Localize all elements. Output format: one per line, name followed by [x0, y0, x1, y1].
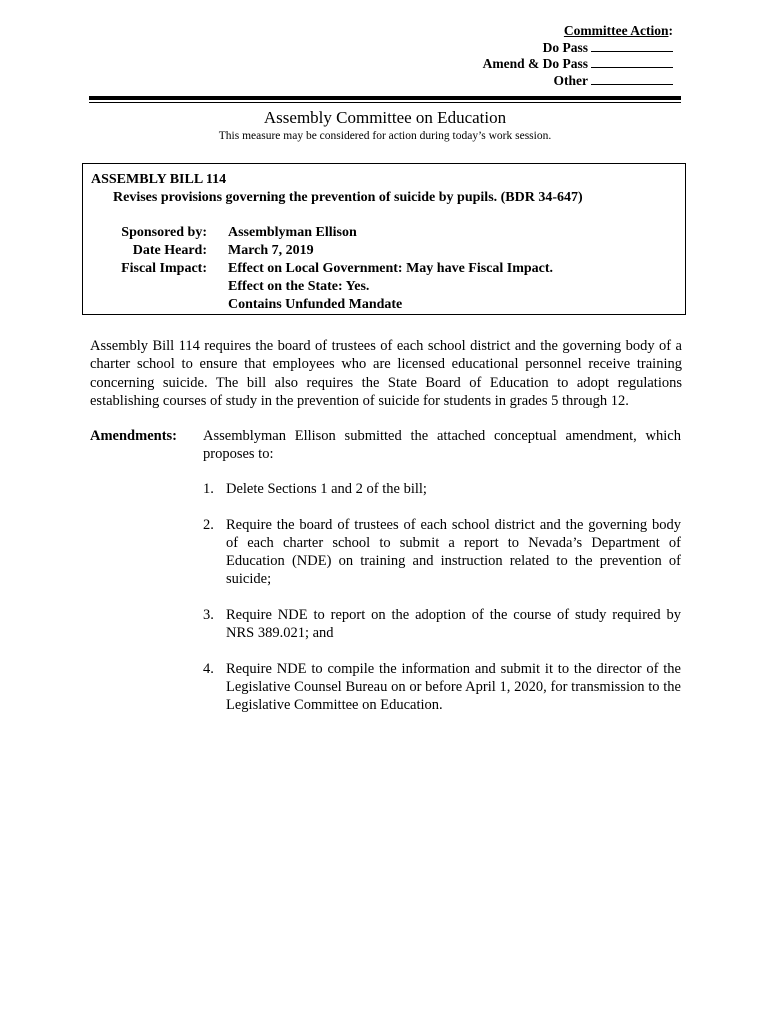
sponsored-by-row — [91, 224, 681, 242]
committee-action-title: Committee Action: — [563, 23, 673, 38]
committee-action-block — [483, 23, 673, 89]
session-note: This measure may be considered for action during today’s work session. — [218, 130, 552, 142]
fiscal-impact-state: Effect on the State: Yes. — [228, 279, 370, 294]
amend-do-pass-blank — [591, 56, 673, 68]
amend-do-pass-row: Amend & Do Pass — [483, 56, 673, 73]
bill-description: Revises provisions governing the prevention of suicide by pupils. (BDR 34-647) — [113, 190, 583, 205]
fiscal-impact-row-3 — [91, 296, 681, 314]
fiscal-impact-row — [91, 260, 681, 278]
list-item-number: 4. — [203, 661, 214, 677]
bill-summary-box — [82, 163, 686, 315]
fiscal-impact-local: Effect on Local Government: May have Fiscal Impact. — [228, 261, 554, 276]
fiscal-impact-mandate: Contains Unfunded Mandate — [228, 297, 403, 312]
header-rule-thick — [89, 96, 681, 100]
sponsored-by-value: Assemblyman Ellison — [228, 225, 357, 240]
amendments-list — [203, 480, 681, 732]
amendments-label: Amendments: — [90, 428, 177, 444]
bill-metadata — [91, 224, 681, 314]
other-row: Other — [483, 73, 673, 90]
do-pass-row: Do Pass — [483, 40, 673, 57]
list-item-number: 2. — [203, 517, 214, 533]
sponsored-by-label: Sponsored by: — [121, 225, 207, 240]
committee-title: Assembly Committee on Education — [263, 108, 507, 127]
date-heard-row — [91, 242, 681, 260]
date-heard-value: March 7, 2019 — [228, 243, 314, 258]
fiscal-impact-label: Fiscal Impact: — [121, 261, 207, 276]
list-item-text: Require NDE to report on the adoption of the course of study required by NRS 389.021; and — [226, 607, 681, 641]
fiscal-impact-row-2 — [91, 278, 681, 296]
other-blank — [591, 73, 673, 85]
do-pass-blank — [591, 40, 673, 52]
list-item-text: Delete Sections 1 and 2 of the bill; — [226, 481, 427, 497]
list-item — [203, 660, 681, 714]
header-rule-thin — [89, 102, 681, 103]
date-heard-label: Date Heard: — [132, 243, 207, 258]
list-item-text: Require NDE to compile the information and submit it to the director of the Legislative Counsel Bureau on or before April 1, 2020, for transmission to the Legislative Committee on Education. — [226, 661, 681, 713]
list-item — [203, 606, 681, 642]
bill-summary-paragraph: Assembly Bill 114 requires the board of trustees of each school district and the governing body of a charter school to ensure that employees who are licensed educational personnel receive training concerning suicide. The bill also requires the State Board of Education to adopt regulations establishing courses of study in the prevention of suicide for students in grades 5 through 12. — [90, 338, 682, 409]
list-item-number: 1. — [203, 481, 214, 497]
list-item — [203, 480, 681, 498]
list-item — [203, 516, 681, 588]
list-item-number: 3. — [203, 607, 214, 623]
bill-number: ASSEMBLY BILL 114 — [91, 172, 227, 187]
list-item-text: Require the board of trustees of each school district and the governing body of each charter school to submit a report to Nevada’s Department of Education (NDE) on training and instruction related to the prevention of suicide; — [226, 517, 681, 587]
amendments-intro: Assemblyman Ellison submitted the attached conceptual amendment, which proposes to: — [203, 428, 681, 462]
